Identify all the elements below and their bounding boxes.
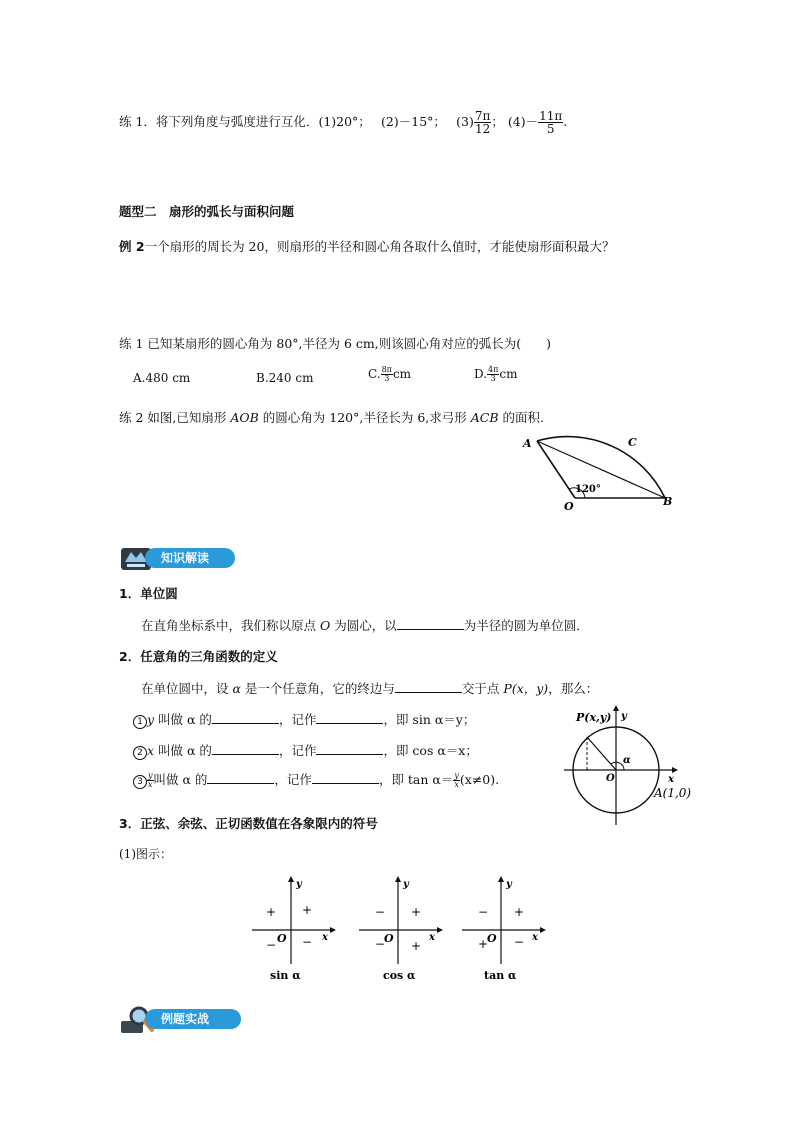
exercise-1-item3-prefix: (3) — [456, 114, 474, 129]
k2-row3-fraction2: $\frac{y}{x}$ — [454, 771, 459, 789]
k2-row3: 3 $\frac{y}{x}$ 叫做 α 的 ，记作 ，即 tan α＝ $\frac{y}{x}$ (x≠0). — [133, 770, 499, 789]
option-b: B.240 cm — [256, 371, 314, 385]
label-o: O — [487, 932, 497, 945]
k3-sub: (1)图示： — [119, 847, 172, 861]
option-c: C. $\frac{8\pi}{3}$ cm — [368, 365, 412, 383]
sign-chart-cos — [357, 874, 447, 984]
label-p: P(x,y) — [576, 711, 612, 724]
option-d: D. $\frac{4\pi}{3}$ cm — [474, 365, 518, 383]
sign-chart-sin — [250, 874, 340, 984]
x-arrow-icon — [437, 927, 443, 933]
k2-row3-blank2 — [312, 771, 379, 784]
label-c: C — [628, 436, 637, 449]
knowledge-badge — [119, 544, 239, 570]
k2-row1-blank2 — [316, 711, 383, 724]
label-a: A(1,0) — [654, 786, 692, 800]
exercise-1-item4-prefix: (4)－ — [507, 114, 539, 129]
k2-heading: 2．任意角的三角函数的定义 — [119, 649, 278, 664]
unit-circle-figure — [560, 705, 700, 830]
k1-text: 在直角坐标系中，我们称以原点 O 为圆心，以 为半径的圆为单位圆． — [141, 618, 589, 633]
k2-row1-blank1 — [212, 711, 279, 724]
y-arrow-icon — [498, 876, 504, 882]
k2-intro-blank — [395, 680, 462, 693]
sector-arc — [537, 437, 665, 498]
y-arrow-icon — [395, 876, 401, 882]
k3-heading: 3．正弦、余弦、正切函数值在各象限内的符号 — [119, 816, 378, 831]
k2-row2: 2 x 叫做 α 的 ，记作 ，即 cos α＝x； — [133, 741, 478, 760]
exercise-1-item1: (1)20°； — [318, 114, 365, 129]
quadrant-4-sign: − — [514, 935, 525, 949]
practice-1-question: 练 1 已知某扇形的圆心角为 80°,半径为 6 cm,则该圆心角对应的弧长为( ) — [119, 336, 551, 351]
exercise-1-label: 练 1．将下列角度与弧度进行互化． — [119, 114, 319, 129]
section2-heading: 题型二 扇形的弧长与面积问题 — [119, 204, 295, 219]
chart-caption: sin α — [270, 969, 301, 982]
exercise-1 — [119, 110, 567, 135]
option-d-fraction: $\frac{4\pi}{3}$ — [488, 365, 499, 383]
label-x: x — [322, 932, 328, 943]
label-y: y — [296, 879, 302, 890]
quadrant-1-sign: + — [411, 905, 422, 919]
knowledge-badge-label: 知识解读 — [145, 548, 235, 568]
label-y: y — [506, 879, 512, 890]
quadrant-4-sign: − — [302, 935, 313, 949]
label-y: y — [621, 711, 627, 722]
option-c-fraction: $\frac{8\pi}{3}$ — [381, 365, 392, 383]
label-y: y — [403, 879, 409, 890]
practice-2-question: 练 2 如图,已知扇形 AOB 的圆心角为 120°,半径长为 6,求弓形 ACB 的面积. — [119, 410, 544, 425]
label-o: O — [564, 500, 574, 512]
label-o: O — [606, 773, 615, 784]
exercise-1-item3-suffix: ； — [491, 114, 504, 129]
quadrant-3-sign: − — [266, 938, 277, 952]
k1-heading: 1．单位圆 — [119, 586, 178, 601]
quadrant-2-sign: + — [266, 905, 277, 919]
chart-caption: tan α — [484, 969, 517, 982]
y-arrow-icon — [613, 705, 619, 711]
k2-row3-blank1 — [207, 771, 274, 784]
option-a: A.480 cm — [133, 371, 191, 385]
label-x: x — [429, 932, 435, 943]
example-2 — [119, 237, 614, 255]
x-arrow-icon — [672, 767, 678, 773]
k2-row2-blank1 — [212, 742, 279, 755]
k2-row2-blank2 — [316, 742, 383, 755]
label-angle: 120° — [575, 484, 601, 495]
k2-intro: 在单位圆中，设 α 是一个任意角，它的终边与 交于点 P(x，y)，那么： — [141, 681, 599, 696]
x-arrow-icon — [540, 927, 546, 933]
k2-row1: 1 y 叫做 α 的 ，记作 ，即 sin α＝y； — [133, 710, 475, 729]
example-badge — [119, 1005, 243, 1031]
label-alpha: α — [623, 755, 631, 766]
chart-caption: cos α — [383, 969, 416, 982]
example-badge-label: 例题实战 — [145, 1009, 241, 1029]
label-x: x — [668, 774, 674, 785]
exercise-1-item4-fraction: $\frac{11\pi}{5}$ — [539, 109, 563, 136]
quadrant-1-sign: + — [514, 905, 525, 919]
quadrant-3-sign: + — [478, 937, 489, 951]
quadrant-3-sign: − — [375, 937, 386, 951]
quadrant-2-sign: − — [375, 905, 386, 919]
label-b: B — [663, 495, 673, 508]
y-arrow-icon — [288, 876, 294, 882]
label-a: A — [523, 437, 532, 450]
terminal-side — [587, 737, 616, 770]
label-x: x — [532, 932, 538, 943]
label-o: O — [384, 932, 394, 945]
label-o: O — [277, 932, 287, 945]
quadrant-1-sign: + — [302, 903, 313, 917]
exercise-1-item2: (2)－15°； — [381, 114, 440, 129]
x-arrow-icon — [330, 927, 336, 933]
example-2-text: 一个扇形的周长为 20，则扇形的半径和圆心角各取什么值时，才能使扇形面积最大？ — [144, 239, 615, 254]
sector-figure — [515, 430, 685, 512]
quadrant-4-sign: + — [411, 939, 422, 953]
exercise-1-item3-fraction: $\frac{7\pi}{12}$ — [474, 109, 491, 136]
k2-row3-fraction: $\frac{y}{x}$ — [148, 771, 153, 789]
exercise-1-item4-suffix: . — [563, 114, 568, 129]
example-2-label: 例 2 — [119, 239, 145, 254]
quadrant-2-sign: − — [478, 905, 489, 919]
sign-chart-tan — [460, 874, 550, 984]
k1-blank — [397, 617, 464, 630]
